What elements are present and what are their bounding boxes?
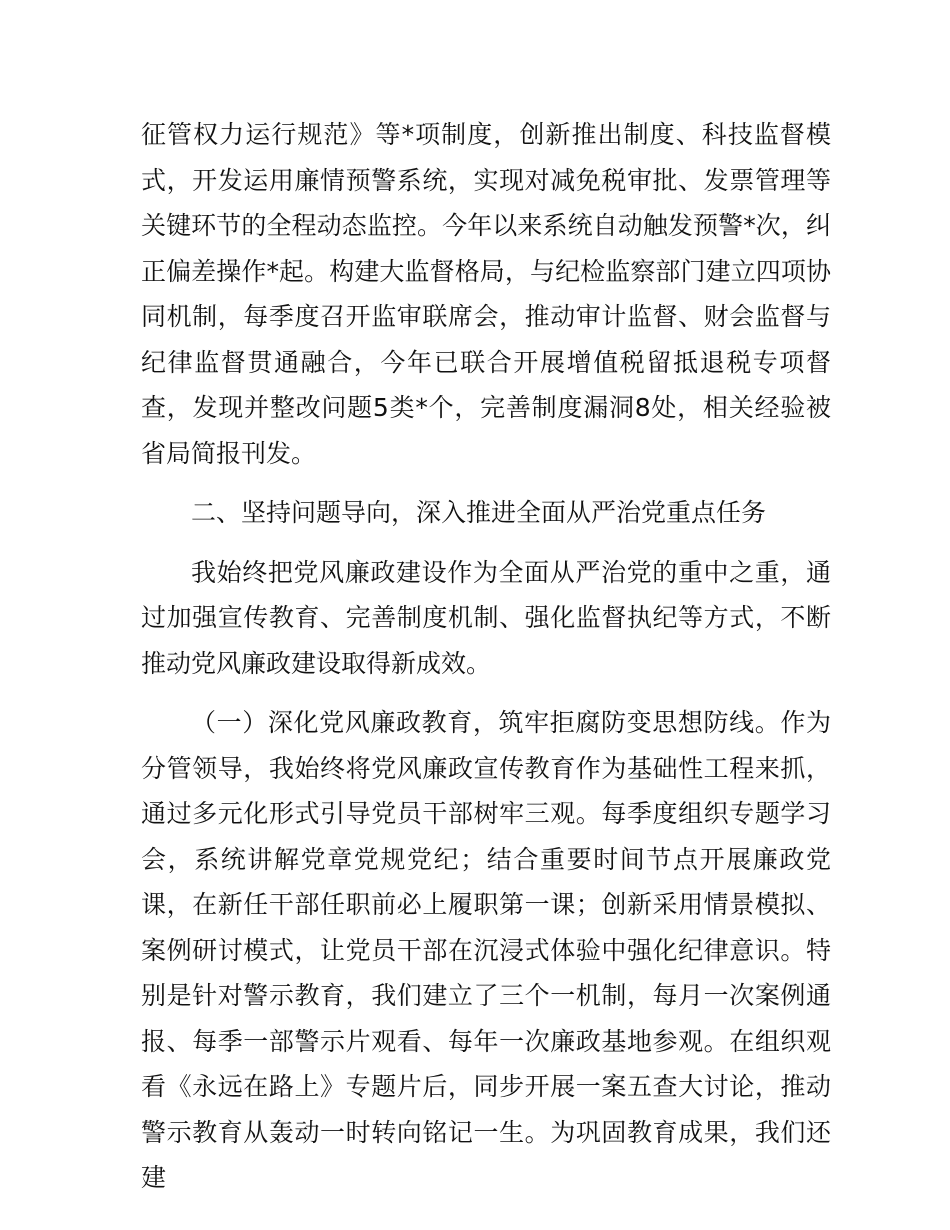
paragraph-intro: 我始终把党风廉政建设作为全面从严治党的重中之重，通过加强宣传教育、完善制度机制、强化监督执纪等方式，不断推动党风廉政建设取得新成效。 [141,557,831,678]
paragraph-subsection-1: （一）深化党风廉政教育，筑牢拒腐防变思想防线。作为分管领导，我始终将党风廉政宣传教育作为基础性工程来抓，通过多元化形式引导党员干部树牢三观。每季度组织专题学习会，系统讲解党章党规党纪；结合重要时间节点开展廉政党课，在新任干部任职前必上履职第一课；创新采用情景模拟、案例研讨模式，让党员干部在沉浸式体验中强化纪律意识。特别是针对警示教育，我们建立了三个一机制，每月一次案例通报、每季一部警示片观看、每年一次廉政基地参观。在组织观看《永远在路上》专题片后，同步开展一案五查大讨论，推动警示教育从轰动一时转向铭记一生。为巩固教育成果，我们还建 [141,708,831,1192]
section-heading: 二、坚持问题导向，深入推进全面从严治党重点任务 [191,498,767,527]
paragraph-continuation: 征管权力运行规范》等*项制度，创新推出制度、科技监督模式，开发运用廉情预警系统，实现对减免税审批、发票管理等关键环节的全程动态监控。今年以来系统自动触发预警*次，纠正偏差操作*起。构建大监督格局，与纪检监察部门建立四项协同机制，每季度召开监审联席会，推动审计监督、财会监督与纪律监督贯通融合，今年已联合开展增值税留抵退税专项督查，发现并整改问题5类*个，完善制度漏洞8处，相关经验被省局简报刊发。 [141,120,831,468]
document-body [141,112,831,1201]
